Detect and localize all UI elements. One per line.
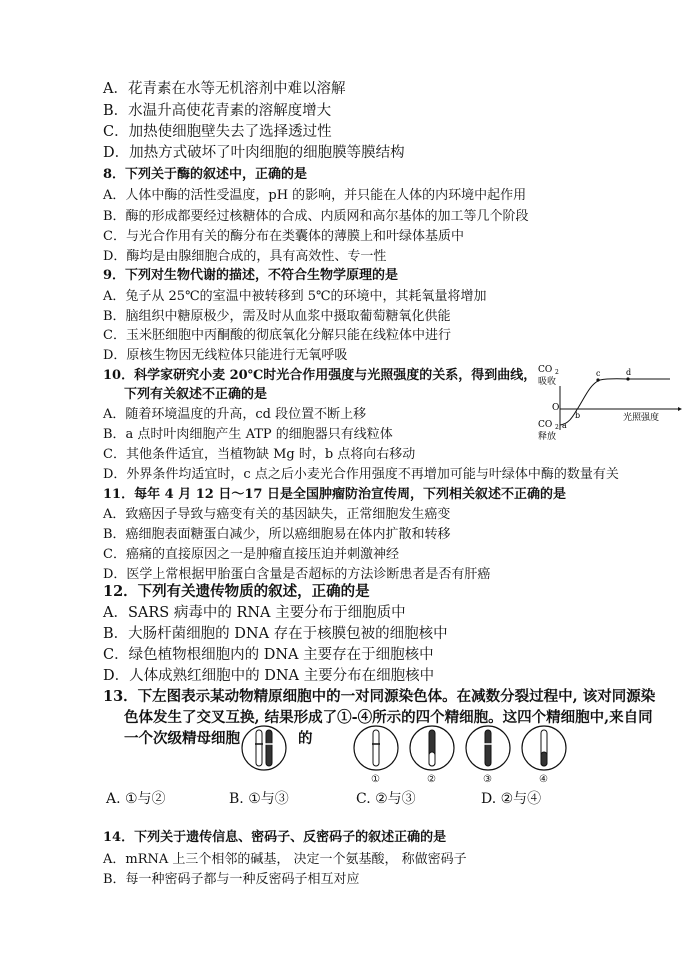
q11-option-d: D．医学上常根据甲胎蛋白含量是否超标的方法诊断患者是否有肝癌: [103, 567, 491, 582]
y-axis-co2-top: CO: [538, 365, 553, 375]
q10-stem-line1: 10．科学家研究小麦 20℃时光合作用强度与光照强度的关系，得到曲线，: [103, 368, 537, 383]
cell-label-4: ④: [539, 774, 548, 785]
q14-stem: 14．下列关于遗传信息、密码子、反密码子的叙述正确的是: [103, 830, 447, 845]
y-axis-release-label: 释放: [538, 432, 557, 442]
q9-option-d: D．原核生物因无线粒体只能进行无氧呼吸: [103, 348, 348, 363]
q8-option-b: B．酶的形成都要经过核糖体的合成、内质网和高尔基体的加工等几个阶段: [103, 209, 529, 224]
q9-stem: 9．下列对生物代谢的描述，不符合生物学原理的是: [103, 268, 399, 283]
prev-option-b: B．水温升高使花青素的溶解度增大: [103, 103, 332, 119]
q9-option-a: A．兔子从 25℃的室温中被转移到 5℃的环境中，其耗氧量将增加: [103, 289, 487, 304]
q12-option-c: C．绿色植物根细胞内的 DNA 主要存在于细胞核中: [103, 647, 434, 663]
q12-option-b: B．大肠杆菌细胞的 DNA 存在于核膜包被的细胞核中: [103, 626, 448, 642]
q13-line3a: 一个次级精母细胞: [124, 730, 240, 747]
q11-option-a: A．致癌因子导致与癌变有关的基因缺失，正常细胞发生癌变: [103, 507, 451, 522]
point-a-label: a: [562, 421, 567, 430]
q10-option-b: B．a 点时叶肉细胞产生 ATP 的细胞器只有线粒体: [103, 427, 393, 442]
q13-line2: 色体发生了交叉互换, 结果形成了①-④所示的四个精细胞。这四个精细胞中,来自同: [124, 709, 653, 726]
q13-line3b: 的: [298, 730, 313, 747]
q12-option-a: A．SARS 病毒中的 RNA 主要分布于细胞质中: [103, 605, 406, 621]
q9-option-c: C．玉米胚细胞中丙酮酸的彻底氧化分解只能在线粒体中进行: [103, 328, 451, 343]
q8-option-a: A．人体中酶的活性受温度，pH 的影响，并只能在人体的内环境中起作用: [103, 188, 527, 203]
q9-option-b: B．脑组织中糖原极少，需及时从血浆中摄取葡萄糖氧化供能: [103, 309, 451, 324]
point-c-label: c: [596, 369, 601, 378]
point-d: [626, 377, 629, 380]
point-d-label: d: [626, 368, 632, 377]
y-axis-co2-bottom: CO: [538, 420, 553, 430]
q10-option-a: A．随着环境温度的升高，cd 段位置不断上移: [103, 407, 367, 422]
point-c: [596, 378, 599, 381]
q10-option-d: D．外界条件均适宜时，c 点之后小麦光合作用强度不再增加可能与叶绿体中酶的数量有关: [103, 467, 619, 482]
photosynthesis-light-curve: [530, 362, 685, 442]
prev-option-a: A．花青素在水等无机溶剂中难以溶解: [103, 81, 346, 97]
cell-label-3: ③: [483, 774, 492, 785]
q8-stem: 8．下列关于酶的叙述中，正确的是: [103, 167, 308, 182]
y-axis-absorb-label: 吸收: [538, 377, 557, 387]
q13-option-c: C. ②与③: [356, 791, 416, 807]
prev-option-c: C．加热使细胞壁失去了选择透过性: [103, 124, 332, 140]
origin-label: O: [552, 403, 560, 413]
x-axis-label: 光照强度: [623, 413, 660, 423]
q13-option-d: D. ②与④: [481, 791, 542, 807]
x-axis-arrow: [678, 407, 682, 411]
y-axis-co2-bottom-sub: 2: [555, 424, 559, 431]
q13-option-a: A. ①与②: [106, 791, 166, 807]
sperm-cell-3: [464, 724, 512, 772]
q10-stem-line2: 下列有关叙述不正确的是: [124, 387, 268, 402]
q13-line1: 13．下左图表示某动物精原细胞中的一对同源染色体。在减数分裂过程中, 该对同源染: [103, 688, 656, 705]
q13-option-b: B. ①与③: [229, 791, 289, 807]
q14-option-b: B．每一种密码子都与一种反密码子相互对应: [103, 872, 360, 887]
cell-label-2: ②: [427, 774, 436, 785]
sperm-cell-4: [520, 724, 568, 772]
point-b-label: b: [575, 411, 581, 420]
cell-label-1: ①: [371, 774, 380, 785]
y-axis-co2-top-sub: 2: [555, 369, 559, 376]
q11-option-c: C．癌痛的直接原因之一是肿瘤直接压迫并刺激神经: [103, 547, 399, 562]
q8-option-d: D．酶均是由腺细胞合成的，具有高效性、专一性: [103, 249, 387, 264]
q11-stem: 11．每年 4 月 12 日～17 日是全国肿瘤防治宣传周，下列相关叙述不正确的是: [103, 487, 566, 502]
homologous-chromosome-pair: [240, 724, 288, 772]
q12-option-d: D．人体成熟红细胞中的 DNA 主要分布在细胞核中: [103, 668, 435, 684]
q11-option-b: B．癌细胞表面糖蛋白减少，所以癌细胞易在体内扩散和转移: [103, 527, 451, 542]
q10-option-c: C．其他条件适宜，当植物缺 Mg 时，b 点将向右移动: [103, 447, 416, 462]
prev-option-d: D．加热方式破坏了叶肉细胞的细胞膜等膜结构: [103, 145, 405, 161]
q12-stem: 12．下列有关遗传物质的叙述，正确的是: [103, 583, 370, 600]
q8-option-c: C．与光合作用有关的酶分布在类囊体的薄膜上和叶绿体基质中: [103, 229, 464, 244]
sperm-cell-2: [408, 724, 456, 772]
sperm-cell-1: [352, 724, 400, 772]
q14-option-a: A．mRNA 上三个相邻的碱基， 决定一个氨基酸， 称做密码子: [103, 852, 467, 867]
